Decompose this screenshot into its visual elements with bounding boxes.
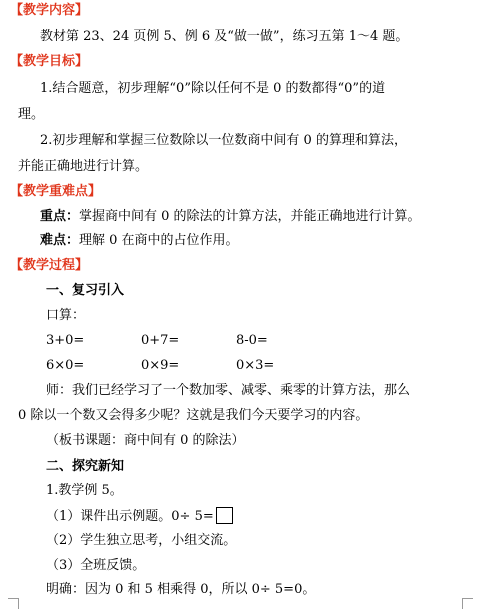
answer-blank-box xyxy=(216,507,233,524)
difficult-point-line xyxy=(40,232,239,250)
oral-calc-item: 3+0= xyxy=(46,333,85,348)
oral-calc-item: 8-0= xyxy=(236,333,268,348)
step-1-text: （1）课件出示例题。0÷ 5= xyxy=(46,509,214,524)
step-3-text: （3）全班反馈。 xyxy=(46,558,146,573)
objective-2-line-1: 2.初步理解和掌握三位数除以一位数商中间有 0 的算理和算法， xyxy=(40,133,407,148)
conclusion-text: 明确：因为 0 和 5 相乘得 0，所以 0÷ 5=0。 xyxy=(46,582,316,597)
step-2-text: （2）学生独立思考，小组交流。 xyxy=(46,533,237,548)
heading-teaching-process: 【教学过程】 xyxy=(10,258,89,273)
step-1-line xyxy=(46,507,233,526)
oral-calc-item: 0×3= xyxy=(236,358,275,373)
teacher-line-1: 师：我们已经学习了一个数加零、减零、乘零的计算方法，那么 xyxy=(46,383,411,398)
oral-calc-label: 口算： xyxy=(46,308,86,323)
page-corner-mark-right xyxy=(462,598,473,609)
oral-calc-item: 6×0= xyxy=(46,358,85,373)
section-2-title: 二、探究新知 xyxy=(46,459,125,474)
page-corner-mark-left xyxy=(8,598,19,609)
heading-key-points: 【教学重难点】 xyxy=(10,184,102,199)
section-1-title: 一、复习引入 xyxy=(46,283,125,298)
difficult-point-text: 理解 0 在商中的占位作用。 xyxy=(79,233,239,248)
key-point-text: 掌握商中间有 0 的除法的计算方法，并能正确地进行计算。 xyxy=(79,209,421,224)
difficult-point-label: 难点： xyxy=(40,233,80,248)
objective-1-line-1: 1.结合题意，初步理解“0”除以任何不是 0 的数都得“0”的道 xyxy=(40,81,386,96)
teacher-line-2: 0 除以一个数又会得多少呢？这就是我们今天要学习的内容。 xyxy=(18,408,369,423)
key-point-line xyxy=(40,208,421,226)
oral-calc-item: 0×9= xyxy=(141,358,180,373)
heading-teaching-objectives: 【教学目标】 xyxy=(10,54,89,69)
example-5-title: 1.教学例 5。 xyxy=(46,483,123,498)
objective-2-line-2: 并能正确地进行计算。 xyxy=(18,159,149,174)
oral-calc-item: 0+7= xyxy=(141,333,180,348)
board-title: （板书课题：商中间有 0 的除法） xyxy=(46,433,245,448)
content-text: 教材第 23、24 页例 5、例 6 及“做一做”，练习五第 1～4 题。 xyxy=(40,29,409,44)
heading-teaching-content: 【教学内容】 xyxy=(10,3,89,18)
key-point-label: 重点： xyxy=(40,209,80,224)
objective-1-line-2: 理。 xyxy=(18,107,45,122)
